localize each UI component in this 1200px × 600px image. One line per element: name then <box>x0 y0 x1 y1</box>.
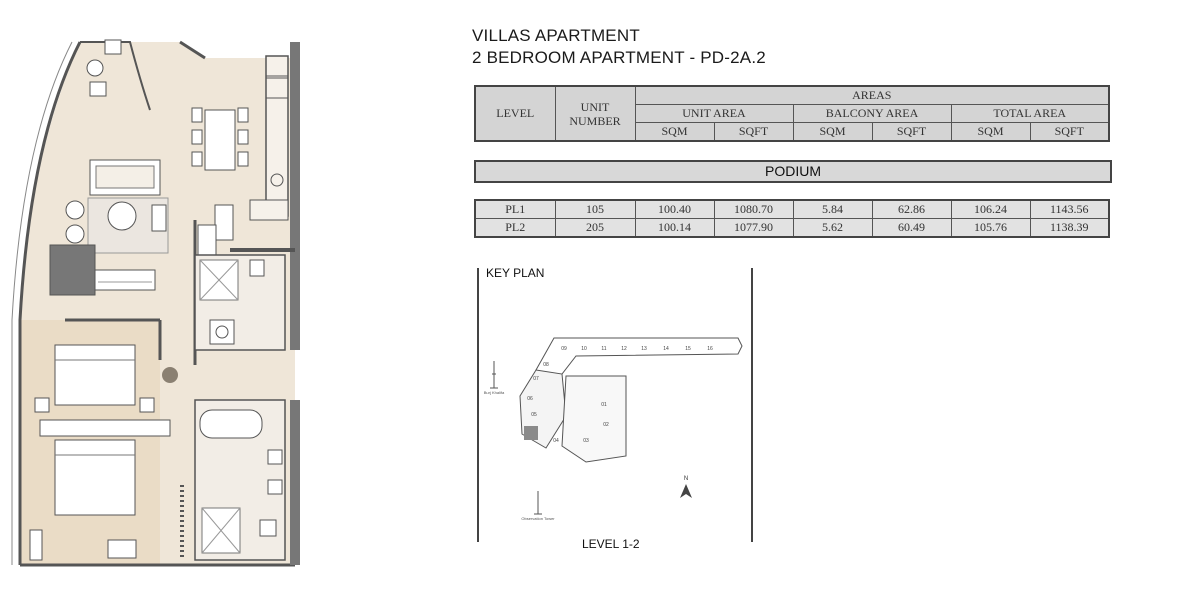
table-row <box>475 219 1109 238</box>
cell-unit-sqm: 100.40 <box>635 200 714 219</box>
highlighted-unit <box>524 426 538 440</box>
unit-number: 10 <box>581 346 587 352</box>
cell-balcony-sqm: 5.84 <box>793 200 872 219</box>
cell-unit: 205 <box>555 219 635 238</box>
cell-level: PL1 <box>475 200 555 219</box>
cell-total-sqft: 1143.56 <box>1030 200 1109 219</box>
unit-number: 02 <box>603 422 609 428</box>
burj-khalifa-icon <box>490 361 498 388</box>
header-areas: AREAS <box>635 86 1109 105</box>
unit-number: 13 <box>641 346 647 352</box>
landmark-label: Observation Tower <box>521 516 555 521</box>
key-plan-level: LEVEL 1-2 <box>582 537 640 551</box>
header-total-area: TOTAL AREA <box>951 105 1109 123</box>
key-plan-title: KEY PLAN <box>486 266 545 280</box>
unit-number: 07 <box>533 376 539 382</box>
cell-balcony-sqm: 5.62 <box>793 219 872 238</box>
unit-number: 11 <box>601 346 607 352</box>
cell-balcony-sqft: 60.49 <box>872 219 951 238</box>
key-plan-drawing <box>476 266 756 566</box>
areas-data-table <box>474 199 1110 238</box>
header-level: LEVEL <box>475 86 555 141</box>
unit-number: 14 <box>663 346 669 352</box>
unit-number: 01 <box>601 402 607 408</box>
unit-number: 05 <box>531 412 537 418</box>
unit-number: 15 <box>685 346 691 352</box>
page-title: VILLAS APARTMENT <box>472 26 640 45</box>
unit-number: 16 <box>707 346 713 352</box>
cell-level: PL2 <box>475 219 555 238</box>
unit-number: 12 <box>621 346 627 352</box>
landmark-label: Burj Khalifa <box>483 390 505 395</box>
areas-header-table <box>474 85 1110 142</box>
header-sqm: SQM <box>793 123 872 142</box>
north-label: N <box>683 476 689 482</box>
header-unit-area: UNIT AREA <box>635 105 793 123</box>
north-arrow-icon <box>680 484 692 498</box>
section-label-podium: PODIUM <box>474 160 1112 183</box>
table-row <box>475 200 1109 219</box>
header-unit-number: UNIT NUMBER <box>555 86 635 141</box>
cell-unit-sqft: 1080.70 <box>714 200 793 219</box>
header-sqm: SQM <box>951 123 1030 142</box>
cell-total-sqm: 105.76 <box>951 219 1030 238</box>
cell-total-sqft: 1138.39 <box>1030 219 1109 238</box>
unit-number: 08 <box>543 362 549 368</box>
unit-number: 04 <box>553 438 559 444</box>
header-sqft: SQFT <box>872 123 951 142</box>
header-sqft: SQFT <box>714 123 793 142</box>
unit-number: 09 <box>561 346 567 352</box>
cell-total-sqm: 106.24 <box>951 200 1030 219</box>
unit-number: 06 <box>527 396 533 402</box>
page-subtitle: 2 BEDROOM APARTMENT - PD-2A.2 <box>472 48 766 67</box>
floor-plan-drawing <box>10 20 310 580</box>
cell-unit: 105 <box>555 200 635 219</box>
header-sqm: SQM <box>635 123 714 142</box>
unit-number: 03 <box>583 438 589 444</box>
cell-unit-sqft: 1077.90 <box>714 219 793 238</box>
cell-unit-sqm: 100.14 <box>635 219 714 238</box>
header-balcony-area: BALCONY AREA <box>793 105 951 123</box>
cell-balcony-sqft: 62.86 <box>872 200 951 219</box>
observation-tower-icon <box>534 491 542 514</box>
header-sqft: SQFT <box>1030 123 1109 142</box>
